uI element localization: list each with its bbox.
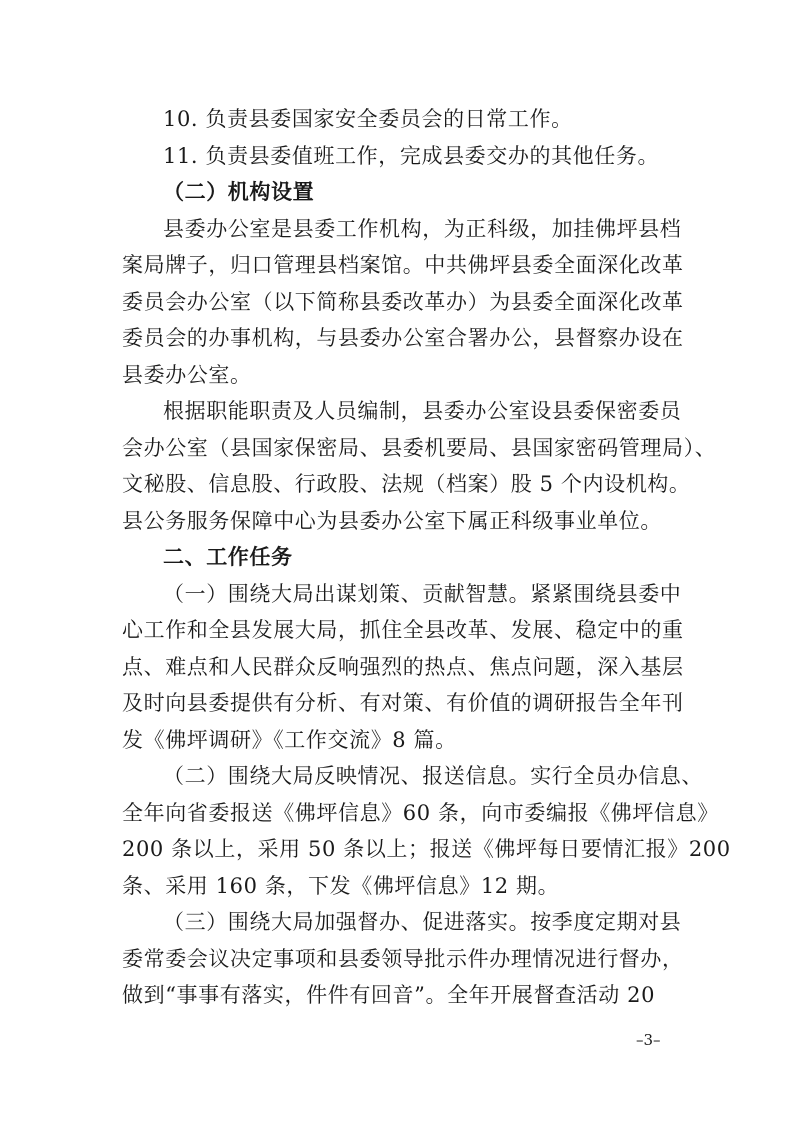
text-line-9: 根据职能职责及人员编制，县委办公室设县委保密委员 [163,399,682,423]
page-number: –3– [636,1031,661,1049]
section-heading-jigou: （二）机构设置 [163,179,315,204]
text-line-22: 条、采用 160 条，下发《佛坪信息》12 期。 [122,874,560,898]
text-line-7: 委员会的办事机构，与县委办公室合署办公，县督察办设在 [122,326,684,350]
text-line-18: 发《佛坪调研》《工作交流》8 篇。 [122,728,457,752]
text-line-12: 县公务服务保障中心为县委办公室下属正科级事业单位。 [122,509,662,533]
text-line-14: （一）围绕大局出谋划策、贡献智慧。紧紧围绕县委中 [163,582,682,606]
text-line-5: 案局牌子，归口管理县档案馆。中共佛坪县委全面深化改革 [122,253,684,277]
text-line-2: 11. 负责县委值班工作，完成县委交办的其他任务。 [163,144,660,168]
text-line-1: 10. 负责县委国家安全委员会的日常工作。 [163,107,573,131]
text-line-17: 及时向县委提供有分析、有对策、有价值的调研报告全年刊 [122,691,684,715]
text-line-20: 全年向省委报送《佛坪信息》60 条，向市委编报《佛坪信息》 [122,801,719,825]
text-line-24: 委常委会议决定事项和县委领导批示件办理情况进行督办， [122,947,684,971]
text-line-16: 点、难点和人民群众反响强烈的热点、焦点问题，深入基层 [122,655,684,679]
text-line-10: 会办公室（县国家保密局、县委机要局、县国家密码管理局）、 [122,436,717,460]
text-line-6: 委员会办公室（以下简称县委改革办）为县委全面深化改革 [122,290,684,314]
text-line-23: （三）围绕大局加强督办、促进落实。按季度定期对县 [163,910,682,934]
text-line-19: （二）围绕大局反映情况、报送信息。实行全员办信息、 [163,764,703,788]
section-heading-gongzuo: 二、工作任务 [163,544,293,569]
text-line-25: 做到“事事有落实，件件有回音”。全年开展督查活动 20 [122,983,656,1007]
text-line-8: 县委办公室。 [122,363,252,387]
text-line-21: 200 条以上，采用 50 条以上；报送《佛坪每日要情汇报》200 [122,837,731,861]
text-line-15: 心工作和全县发展大局，抓住全县改革、发展、稳定中的重 [122,618,684,642]
text-line-11: 文秘股、信息股、行政股、法规（档案）股 5 个内设机构。 [122,472,691,496]
text-line-4: 县委办公室是县委工作机构，为正科级，加挂佛坪县档 [163,217,682,241]
